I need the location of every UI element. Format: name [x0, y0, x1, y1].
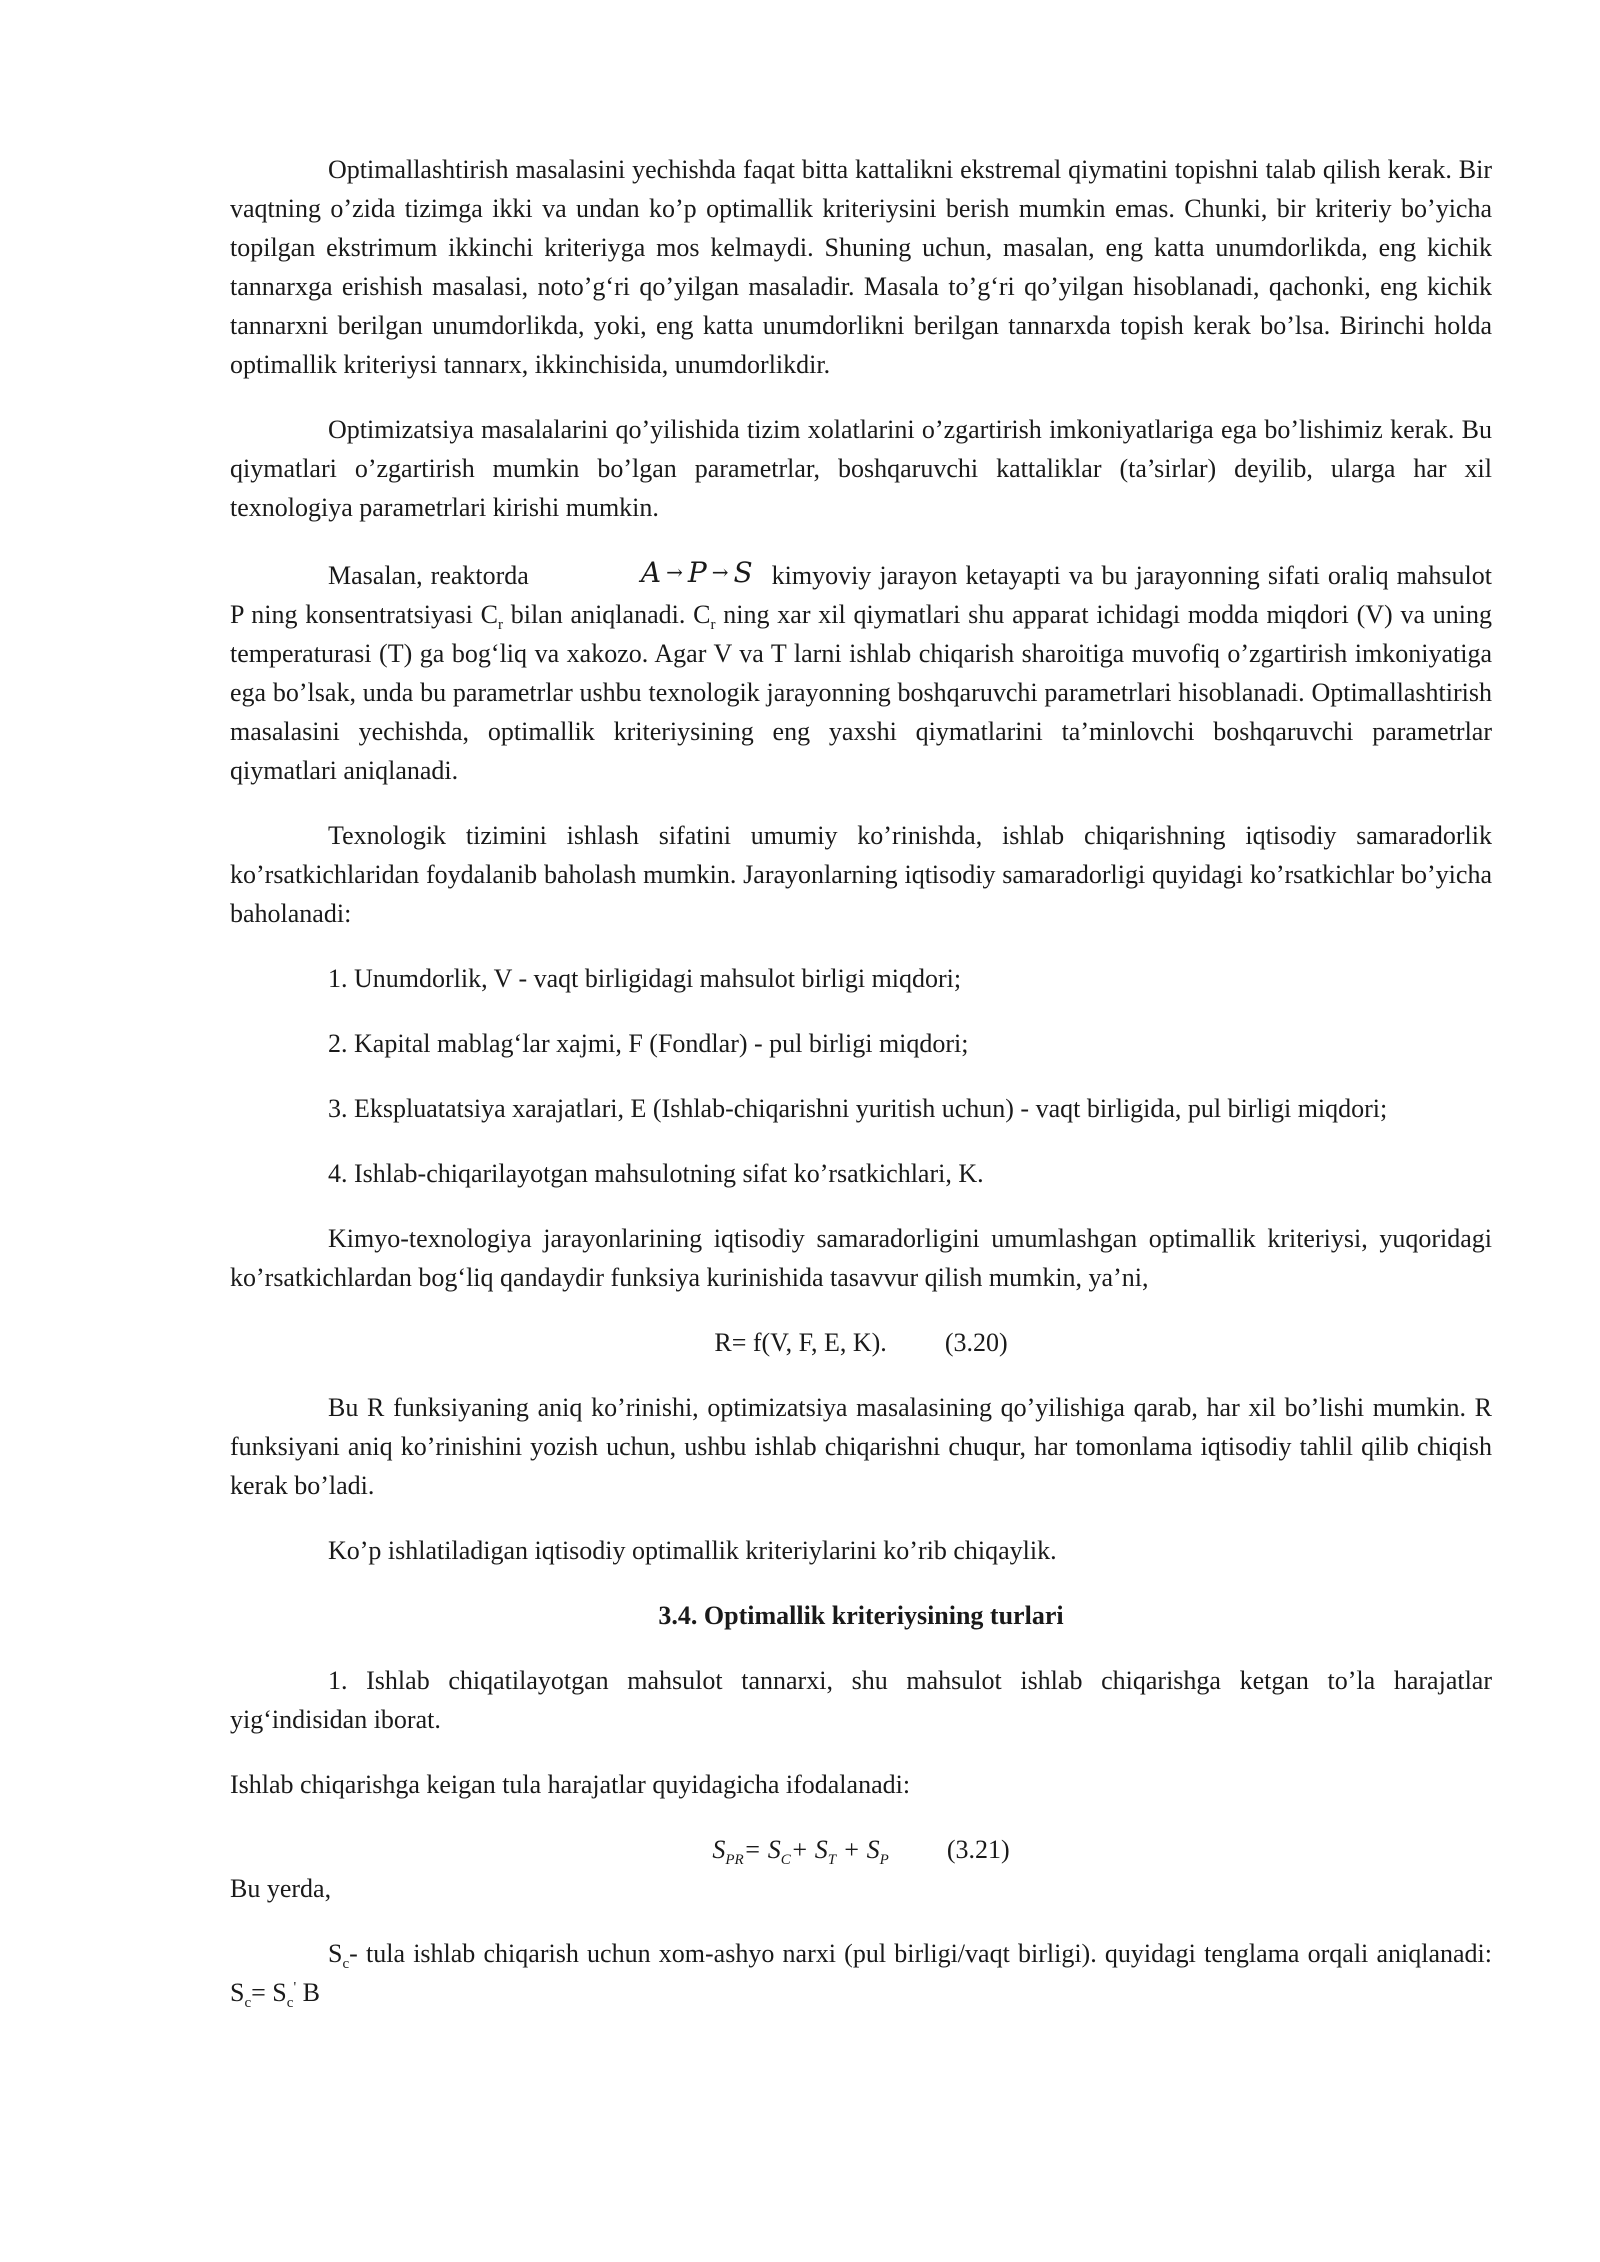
- equation-3-20: [230, 1323, 1492, 1362]
- equation-3-20-label: (3.20): [944, 1328, 1008, 1357]
- paragraph-cost-price: 1. Ishlab chiqatilayotgan mahsulot tannarxi, shu mahsulot ishlab chiqarishga ketgan to’la harajatlar yig‘indisidan iborat.: [230, 1666, 1492, 1734]
- paragraph-function-form: Bu R funksiyaning aniq ko’rinishi, optimizatsiya masalasining qo’yilishiga qarab, har xil bo’lishi mumkin. R funksiyani aniq ko’rinishini yozish uchun, ushbu ishlab chiqarishni chuqur, har tomonlama iqtisodiy tahlil qilib chiqish kerak bo’ladi.: [230, 1393, 1492, 1500]
- paragraph-total-costs: Ishlab chiqarishga keigan tula harajatlar quyidagicha ifodalanadi:: [230, 1770, 911, 1799]
- paragraph-control-parameters: Optimizatsiya masalalarini qo’yilishida tizim xolatlarini o’zgartirish imkoniyatlariga ega bo’lishimiz kerak. Bu qiymatlari o’zgartirish mumkin bo’lgan parametrlar, boshqaruvchi kattaliklar (ta’sirlar) deyilib, ularga har xil texnologiya parametrlari kirishi mumkin.: [230, 415, 1492, 522]
- paragraph-where: Bu yerda,: [230, 1874, 332, 1903]
- list-item-expenses: 3. Ekspluatatsiya xarajatlari, E (Ishlab-chiqarishni yuritish uchun) - vaqt birligida, pul birligi miqdori;: [328, 1094, 1388, 1123]
- paragraph-economic-efficiency: Texnologik tizimini ishlash sifatini umumiy ko’rinishda, ishlab chiqarishning iqtisodiy samaradorlik ko’rsatkichlaridan foydalanib baholash mumkin. Jarayonlarning iqtisodiy samaradorligi quyidagi ko’rsatkichlar bo’yicha baholanadi:: [230, 821, 1492, 928]
- equation-3-21-label: (3.21): [946, 1835, 1010, 1864]
- list-item-capital: 2. Kapital mablag‘lar xajmi, F (Fondlar) - pul birligi miqdori;: [328, 1029, 969, 1058]
- list-item-quality: 4. Ishlab-chiqarilayotgan mahsulotning sifat ko’rsatkichlari, K.: [328, 1159, 984, 1188]
- paragraph-optimization-single-criterion: Optimallashtirish masalasini yechishda faqat bitta kattalikni ekstremal qiymatini topishni talab qilish kerak. Bir vaqtning o’zida tizimga ikki va undan ko’p optimallik kriteriysini berish mumkin emas. Chunki, bir kriteriy bo’yicha topilgan ekstrimum ikkinchi kriteriyga mos kelmaydi. Shuning uchun, masalan, eng katta unumdorlikda, eng kichik tannarxga erishish masalasi, noto’g‘ri qo’yilgan masaladir. Masala to’g‘ri qo’yilgan hisoblanadi, qachonki, eng kichik tannarxni berilgan unumdorlikda, yoki, eng katta unumdorlikni berilgan tannarxda topish kerak bo’lsa. Birinchi holda optimallik kriteriysi tannarx, ikkinchisida, unumdorlikdir.: [230, 155, 1492, 379]
- paragraph-generalized-criterion: Kimyo-texnologiya jarayonlarining iqtisodiy samaradorligini umumlashgan optimallik kriteriysi, yuqoridagi ko’rsatkichlardan bog‘liq qandaydir funksiya kurinishida tasavvur qilish mumkin, ya’ni,: [230, 1224, 1492, 1292]
- paragraph-raw-material-cost: $S_c-$ tula ishlab chiqarish uchun xom-ashyo narxi (pul birligi/vaqt birligi). quyidagi tenglama orqali aniqlanadi: $S_c= S_c'$ B: [230, 1939, 1492, 2012]
- equation-3-21: $S_{PR}= S_C+ S_T + S_P$ (3.21): [230, 1830, 1492, 1869]
- reaction-scheme-formula: A → P → S: [640, 556, 754, 589]
- reactor-example-start: Masalan, reaktorda: [328, 561, 529, 590]
- paragraph-reactor-example: Masalan, reaktorda A → P → S kimyoviy jarayon ketayapti va bu jarayonning sifati oraliq mahsulot P ning konsentratsiyasi $C_r$ bilan aniqlanadi. $C_r$ ning xar xil qiymatlari shu apparat ichidagi modda miqdori (V) va uning temperaturasi (T) ga bog‘liq va xakozo. Agar V va T larni ishlab chiqarish sharoitiga muvofiq o’zgartirish imkoniyatiga ega bo’lsak, unda bu parametrlar ushbu texnologik jarayonning boshqaruvchi parametrlari hisoblanadi. Optimallashtirish masalasini yechishda, optimallik kriteriysining eng yaxshi qiymatlarini ta’minlovchi boshqaruvchi parametrlar qiymatlari aniqlanadi.: [230, 553, 1492, 790]
- section-heading: 3.4. Optimallik kriteriysining turlari: [658, 1601, 1064, 1630]
- paragraph-criteria-intro: Ko’p ishlatiladigan iqtisodiy optimallik kriteriylarini ko’rib chiqaylik.: [328, 1536, 1057, 1565]
- equation-3-20-expression: R= f(V, F, E, K).: [714, 1328, 887, 1357]
- document-page: [230, 150, 1492, 2038]
- list-item-productivity: 1. Unumdorlik, V - vaqt birligidagi mahsulot birligi miqdori;: [328, 964, 962, 993]
